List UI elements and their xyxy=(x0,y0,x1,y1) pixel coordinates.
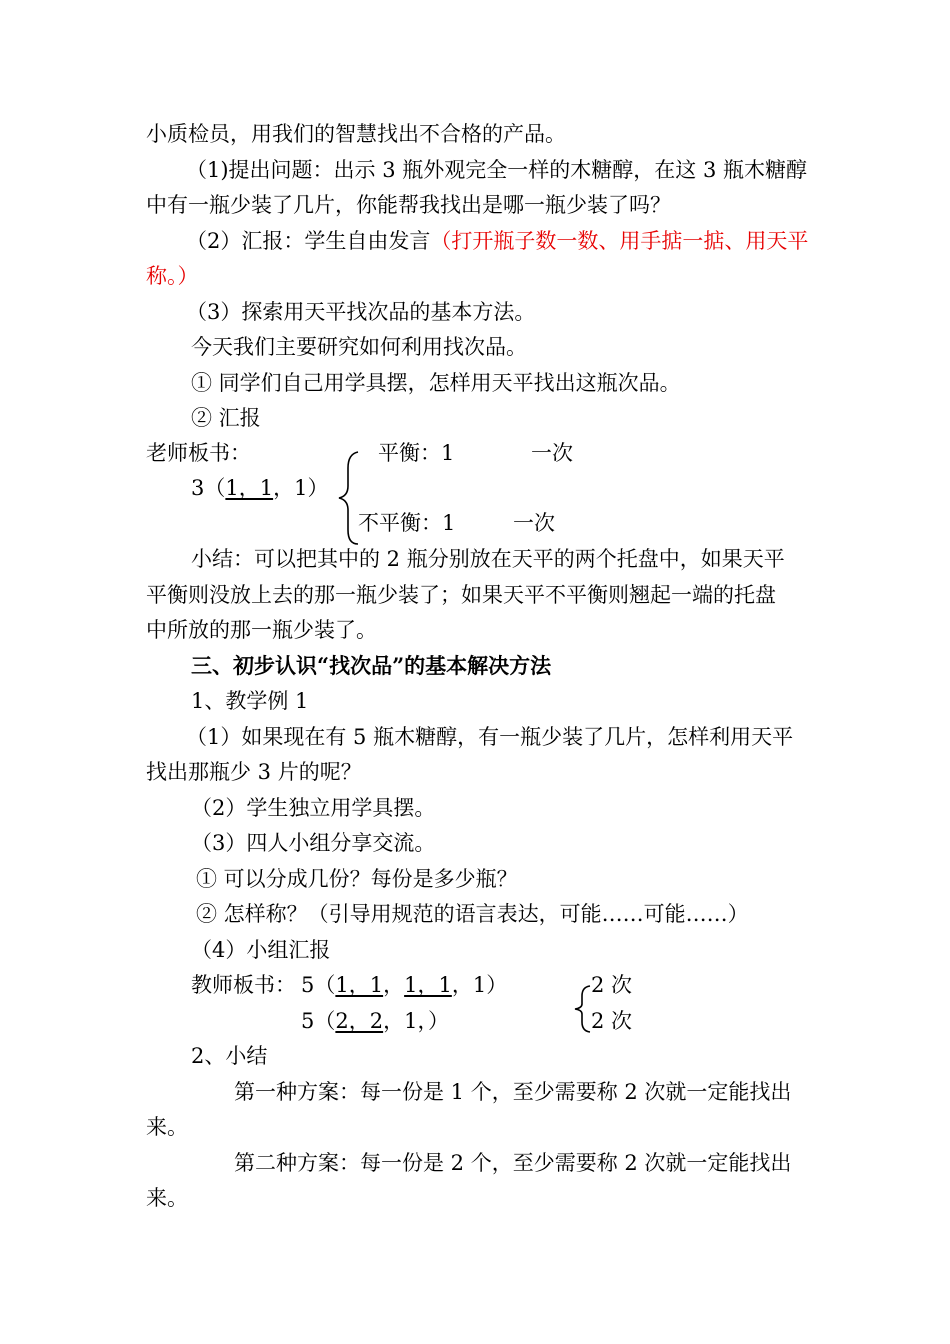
paragraph-line xyxy=(186,228,808,254)
report-text: （2）汇报：学生自由发言 xyxy=(186,229,431,253)
red-annotation: （打开瓶子数一数、用手掂一掂、用天平 xyxy=(430,229,809,253)
paragraph-line: （1)提出问题：出示 3 瓶外观完全一样的木糖醇，在这 3 瓶木糖醇 xyxy=(186,158,807,182)
paragraph-line: 中所放的那一瓶少装了。 xyxy=(146,618,377,642)
subsection-heading: 1、教学例 1 xyxy=(191,689,309,713)
paragraph-line: ② 汇报 xyxy=(191,406,261,430)
grouping-expression: 3（1，1，1） xyxy=(191,476,329,500)
unbalance-times: 一次 xyxy=(513,511,555,535)
paragraph-line: （3）探索用天平找次品的基本方法。 xyxy=(186,300,536,324)
paragraph-line: （3）四人小组分享交流。 xyxy=(191,831,436,855)
paragraph-line: ② 怎样称？（引导用规范的语言表达，可能……可能……） xyxy=(196,902,749,926)
paragraph-line: ① 同学们自己用学具摆，怎样用天平找出这瓶次品。 xyxy=(191,371,681,395)
paragraph-line: 平衡则没放上去的那一瓶少装了；如果天平不平衡则翘起一端的托盘 xyxy=(146,583,776,607)
times-label: 2 次 xyxy=(591,973,633,997)
unbalance-case: 不平衡：1 xyxy=(358,511,456,535)
paragraph-line: （1）如果现在有 5 瓶木糖醇，有一瓶少装了几片，怎样利用天平 xyxy=(186,725,794,749)
paragraph-line: 第二种方案：每一份是 2 个，至少需要称 2 次就一定能找出 xyxy=(234,1151,792,1175)
balance-times: 一次 xyxy=(531,441,573,465)
paragraph-line: 中有一瓶少装了几片，你能帮我找出是哪一瓶少装了吗？ xyxy=(146,193,671,217)
paragraph-line: （2）学生独立用学具摆。 xyxy=(191,796,436,820)
board-label: 老师板书： xyxy=(146,441,251,465)
paragraph-line: 今天我们主要研究如何利用找次品。 xyxy=(191,335,527,359)
paragraph-line: 第一种方案：每一份是 1 个，至少需要称 2 次就一定能找出 xyxy=(234,1080,792,1104)
paragraph-line: 来。 xyxy=(146,1115,188,1139)
paragraph-line: （4）小组汇报 xyxy=(191,938,331,962)
section-heading: 三、初步认识“找次品”的基本解决方法 xyxy=(191,653,552,678)
paragraph-line: 小结：可以把其中的 2 瓶分别放在天平的两个托盘中，如果天平 xyxy=(191,547,785,571)
red-annotation: 称。） xyxy=(146,264,199,288)
subsection-heading: 2、小结 xyxy=(191,1044,268,1068)
paragraph-line: 来。 xyxy=(146,1186,188,1210)
board-label: 教师板书： xyxy=(191,973,296,997)
paragraph-line: ① 可以分成几份？每份是多少瓶？ xyxy=(196,867,518,891)
grouping-expression: 5（1，1，1，1，1） xyxy=(301,973,508,997)
times-label: 2 次 xyxy=(591,1009,633,1033)
paragraph-line: 小质检员，用我们的智慧找出不合格的产品。 xyxy=(146,122,566,146)
paragraph-line: 找出那瓶少 3 片的呢？ xyxy=(146,760,362,784)
balance-case: 平衡：1 xyxy=(378,441,455,465)
grouping-expression: 5（2，2，1，） xyxy=(301,1009,449,1033)
